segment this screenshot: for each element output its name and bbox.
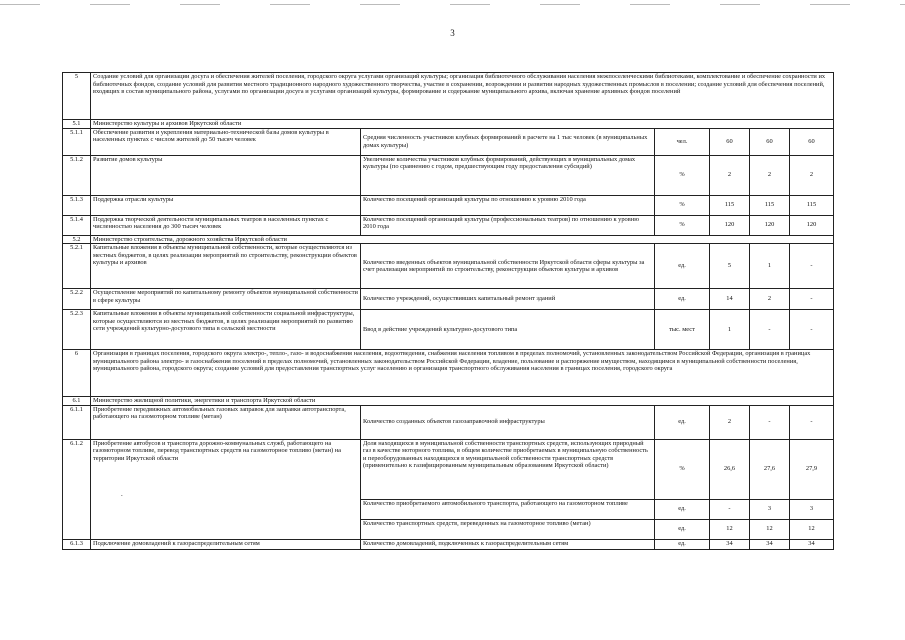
value-cell: 1	[710, 310, 750, 350]
ministry-text: Министерство культуры и архивов Иркутской области	[91, 120, 834, 129]
row-number: 5.2	[63, 235, 91, 244]
row-number: 5.2.1	[63, 244, 91, 289]
value-cell: 2	[710, 155, 750, 195]
row-number: 5.1.2	[63, 155, 91, 195]
value-cell: -	[790, 244, 834, 289]
table-row	[63, 235, 834, 244]
table-row	[63, 215, 834, 235]
value-cell: 2	[710, 405, 750, 439]
value-cell: 1	[750, 244, 790, 289]
value-cell: 120	[790, 215, 834, 235]
unit-cell: ед.	[655, 244, 710, 289]
row-number: 5.1	[63, 120, 91, 129]
value-cell: 34	[710, 539, 750, 549]
value-cell: -	[790, 310, 834, 350]
table-row	[63, 120, 834, 129]
value-cell: 5	[710, 244, 750, 289]
row-number: 6.1.2	[63, 439, 91, 539]
value-cell: 2	[790, 155, 834, 195]
row-number: 6	[63, 350, 91, 397]
row-number: 6.1.1	[63, 405, 91, 439]
unit-cell: ед.	[655, 289, 710, 310]
value-cell: 27,6	[750, 439, 790, 499]
table-row	[63, 155, 834, 195]
table-row	[63, 397, 834, 406]
value-cell: 120	[710, 215, 750, 235]
table-row	[63, 350, 834, 397]
value-cell: -	[790, 289, 834, 310]
row-number: 6.1.3	[63, 539, 91, 549]
indicator-cell: Количество учреждений, осуществивших капитальный ремонт зданий	[361, 289, 655, 310]
top-scan-line	[0, 4, 905, 5]
indicator-cell: Количество посещений организаций культуры (профессиональных театров) по отношению к уровню 2010 года	[361, 215, 655, 235]
activity-cell: Осуществление мероприятий по капитальному ремонту объектов муниципальной собственности в сфере культуры	[91, 289, 361, 310]
value-cell: 14	[710, 289, 750, 310]
row-number: 5.1.4	[63, 215, 91, 235]
table-row	[63, 405, 834, 439]
value-cell: 34	[790, 539, 834, 549]
activity-cell: Обеспечение развития и укрепления материально-технической базы домов культуры в населенных пунктах с числом жителей до 50 тысяч человек	[91, 128, 361, 155]
value-cell: 115	[790, 195, 834, 215]
indicator-cell: Количество созданных объектов газозаправочной инфраструктуры	[361, 405, 655, 439]
indicator-cell: Средняя численность участников клубных формирований в расчете на 1 тыс человек (в муниципальных домах культуры)	[361, 128, 655, 155]
row-number: 5.1.1	[63, 128, 91, 155]
value-cell: 34	[750, 539, 790, 549]
stray-mark: .	[121, 490, 123, 498]
row-number: 5	[63, 73, 91, 120]
value-cell: 12	[710, 519, 750, 539]
unit-cell: %	[655, 215, 710, 235]
activity-cell: Поддержка творческой деятельности муниципальных театров в населенных пунктах с численностью населения до 300 тысяч человек	[91, 215, 361, 235]
activity-cell: Приобретение автобусов и транспорта дорожно-коммунальных служб, работающего на газомоторном топливе, перевод транспортных средств на газомоторное топливо (метан) на территории Иркутской области	[91, 439, 361, 539]
table-row	[63, 73, 834, 120]
value-cell: -	[710, 499, 750, 519]
indicator-cell: Количество домовладений, подключенных к газораспределительным сетям	[361, 539, 655, 549]
unit-cell: ед.	[655, 499, 710, 519]
activity-cell: Капитальные вложения в объекты муниципальной собственности, которые осуществляются из местных бюджетов, в целях реализации мероприятий по строительству, реконструкции объектов культуры и архивов	[91, 244, 361, 289]
value-cell: 3	[750, 499, 790, 519]
row-number: 5.1.3	[63, 195, 91, 215]
row-number: 5.2.2	[63, 289, 91, 310]
activity-cell: Развитие домов культуры	[91, 155, 361, 195]
unit-cell: %	[655, 439, 710, 499]
indicators-table	[62, 72, 834, 550]
activity-cell: Подключение домовладений к газораспределительным сетям	[91, 539, 361, 549]
value-cell: 60	[750, 128, 790, 155]
value-cell: 12	[790, 519, 834, 539]
indicator-cell: Количество приобретаемого автомобильного транспорта, работающего на газомоторном топливе	[361, 499, 655, 519]
value-cell: 26,6	[710, 439, 750, 499]
indicator-cell: Увеличение количества участников клубных формирований, действующих в муниципальных домах культуры (по сравнению с годом, предшествующим году предоставления субсидий)	[361, 155, 655, 195]
value-cell: 120	[750, 215, 790, 235]
activity-cell: Приобретение передвижных автомобильных газовых заправок для заправки автотранспорта, работающего на газомоторном топливе (метан)	[91, 405, 361, 439]
table-row	[63, 195, 834, 215]
activity-cell: Поддержка отрасли культуры	[91, 195, 361, 215]
value-cell: -	[750, 405, 790, 439]
unit-cell: чел.	[655, 128, 710, 155]
value-cell: 12	[750, 519, 790, 539]
unit-cell: %	[655, 155, 710, 195]
value-cell: 115	[710, 195, 750, 215]
unit-cell: ед.	[655, 539, 710, 549]
value-cell: 27,9	[790, 439, 834, 499]
activity-cell: Капитальные вложения в объекты муниципальной собственности социальной инфраструктуры, которые осуществляются из местных бюджетов, в целях реализации мероприятий по развитию сети учреждений культурно-досугового типа в сельской местности	[91, 310, 361, 350]
unit-cell: ед.	[655, 405, 710, 439]
indicator-cell: Ввод в действие учреждений культурно-досугового типа	[361, 310, 655, 350]
section-text: Организация в границах поселения, городского округа электро-, тепло-, газо- и водоснабжения населения, водоотведения, снабжения населения топливом в пределах полномочий, установленных законодательством Российской Федерации, организация в границах муниципального района электро- и газоснабжения поселений в пределах полномочий, установленных законодательством Российской Федерации, владение, пользование и распоряжение имуществом, находящимся в муниципальной собственности поселения, муниципального района, городского округа; создание условий для предоставления транспортных услуг населению и организация транспортного обслуживания населения в границах поселения, городского округа	[91, 350, 834, 397]
value-cell: 60	[710, 128, 750, 155]
table-row	[63, 539, 834, 549]
indicator-cell: Количество посещений организаций культуры по отношению к уровню 2010 года	[361, 195, 655, 215]
value-cell: 2	[750, 155, 790, 195]
value-cell: 2	[750, 289, 790, 310]
page-number: 3	[450, 28, 455, 38]
table-row	[63, 310, 834, 350]
value-cell: -	[790, 405, 834, 439]
value-cell: -	[750, 310, 790, 350]
table-row	[63, 439, 834, 499]
row-number: 5.2.3	[63, 310, 91, 350]
table-row	[63, 244, 834, 289]
indicator-cell: Доля находящихся в муниципальной собственности транспортных средств, использующих природный газ в качестве моторного топлива, в общем количестве приобретаемых в муниципальную собственность и переоборудованных находящихся в муниципальной собственности транспортных средств (применительно к газифицированным муниципальным образованиям Иркутской области)	[361, 439, 655, 499]
indicator-cell: Количество транспортных средств, переведенных на газомоторное топливо (метан)	[361, 519, 655, 539]
ministry-text: Министерство жилищной политики, энергетики и транспорта Иркутской области	[91, 397, 834, 406]
unit-cell: тыс. мест	[655, 310, 710, 350]
value-cell: 115	[750, 195, 790, 215]
unit-cell: ед.	[655, 519, 710, 539]
value-cell: 3	[790, 499, 834, 519]
table-row	[63, 289, 834, 310]
ministry-text: Министерство строительства, дорожного хозяйства Иркутской области	[91, 235, 834, 244]
indicator-cell: Количество введенных объектов муниципальной собственности Иркутской области сферы культуры за счет реализации мероприятий по строительству, реконструкции объектов культуры и архивов	[361, 244, 655, 289]
value-cell: 60	[790, 128, 834, 155]
section-text: Создание условий для организации досуга и обеспечения жителей поселения, городского округа услугами организаций культуры; организация библиотечного обслуживания населения межпоселенческими библиотеками, комплектование и обеспечение сохранности их библиотечных фондов, создание условий для развития местного традиционного народного художественного творчества, участие в сохранении, возрождении и развитии народных художественных промыслов в поселении; создание условий для обеспечения поселений, входящих в состав муниципального района, услугами по организации досуга и услугами организаций культуры, формирование и содержание муниципального архива, включая хранение архивных фондов поселений	[91, 73, 834, 120]
row-number: 6.1	[63, 397, 91, 406]
table-row	[63, 128, 834, 155]
unit-cell: %	[655, 195, 710, 215]
